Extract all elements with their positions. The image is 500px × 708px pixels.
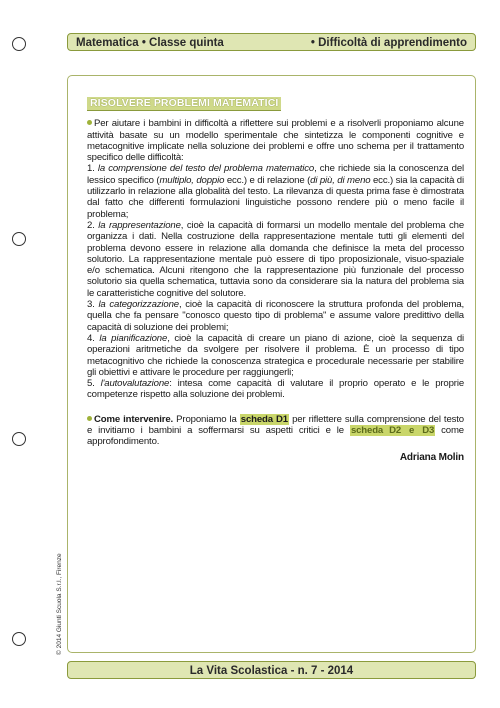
binder-hole-3 [12, 432, 26, 446]
binder-hole-1 [12, 37, 26, 51]
binder-hole-2 [12, 232, 26, 246]
article-title: RISOLVERE PROBLEMI MATEMATICI [87, 97, 281, 111]
page-header [67, 33, 476, 51]
binder-hole-4 [12, 632, 26, 646]
how-to-intervene: Come intervenire. Proponiamo la scheda D1 per riflettere sulla comprensione del testo e invitiamo i bambini a soffermarsi su aspetti critici e le scheda D2 e D3 come approfondimento. [87, 413, 464, 448]
header-topic: • Difficoltà di apprendimento [310, 37, 467, 49]
article [87, 97, 464, 463]
copyright-note: © 2014 Giunti Scuola S.r.l., Firenze [56, 553, 63, 655]
scheda-d3-ref: D3 [422, 425, 435, 437]
list-item-3: 3. la categorizzazione, cioè la capacità di riconoscere la struttura profonda del problema, quella che fa pensare "conosco questo tipo di problema" e assume valore predittivo della capacità di soluzione dei problemi; [87, 299, 465, 333]
list-item-2: 2. la rappresentazione, cioè la capacità di formarsi un modello mentale del problema che organizza i dati. Nella costruzione della rappresentazione mentale tutti gli elementi del problema devono essere in relazione alla domanda che definisce la meta del processo solutorio. La rappresentazione mentale può essere di tipo proposizionale, visuo-spaziale e/o schematica. Alcuni ritengono che la rappresentazione più funzionale del processo solutorio sia quella schematica, tuttavia sono da considerare sia la natura del problema sia le caratteristiche cognitive del solutore. [87, 219, 465, 299]
scheda-d1-ref: scheda D1 [240, 413, 288, 425]
list-item-1: 1. la comprensione del testo del problema matematico, che richiede sia la conoscenza del lessico specifico (multiplo, doppio ecc.) e di relazione (di più, di meno ecc.) sia la capacità di utilizzarlo in relazione alla globalità del testo. La rilevanza di questa prima fase è dimostrata dal fatto che differenti formulazioni linguistiche possono rendere più o meno facile il problema; [87, 163, 465, 220]
list-item-4: 4. la pianificazione, cioè la capacità di creare un piano di azione, cioè la sequenza di operazioni aritmetiche da svolgere per risolvere il problema. È un processo di tipo metacognitivo che richiede la conoscenza strategica e procedurale necessarie per stabilire gli obiettivi e attivare le procedure per raggiungerli; [87, 332, 465, 378]
bullet-icon [87, 120, 92, 125]
intro-paragraph: Per aiutare i bambini in difficoltà a riflettere sui problemi e a risolverli proponiamo alcune attività basate su un modello sperimentale che sintetizza le componenti cognitive e metacognitive implicate nella soluzione dei problemi e offre uno schema per il trattamento specifico delle difficoltà: [87, 118, 464, 164]
header-subject: Matematica • Classe quinta [76, 37, 224, 49]
author-name: Adriana Molin [399, 451, 464, 463]
bullet-icon [87, 416, 92, 421]
scheda-d2-ref: scheda D2 [350, 425, 402, 437]
page-footer: La Vita Scolastica - n. 7 - 2014 [67, 661, 476, 679]
list-item-5: 5. l'autovalutazione: intesa come capacità di valutare il proprio operato e le proprie competenze rispetto alla soluzione dei problemi. [87, 378, 465, 401]
